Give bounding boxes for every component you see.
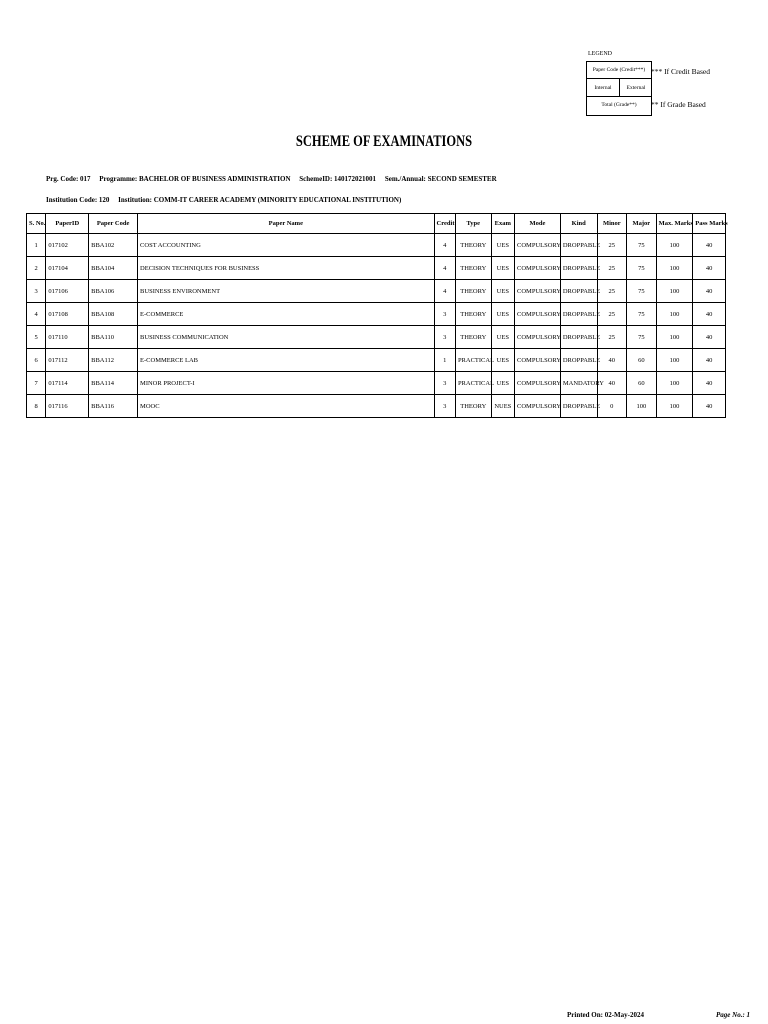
cell-minor: 0	[597, 395, 627, 418]
cell-paper-code: BBA106	[89, 280, 138, 303]
cell-paperid: 017110	[46, 326, 89, 349]
cell-mode: COMPULSORY	[515, 395, 561, 418]
institution-name: Institution: COMM-IT CAREER ACADEMY (MINORITY EDUCATIONAL INSTITUTION)	[118, 196, 402, 204]
cell-sno: 5	[27, 326, 46, 349]
cell-type: PRACTICAL	[455, 349, 491, 372]
cell-paper-code: BBA102	[89, 234, 138, 257]
legend-total: Total (Grade**)	[601, 102, 637, 108]
printed-on: Printed On: 02-May-2024	[567, 1011, 644, 1019]
cell-type: THEORY	[455, 326, 491, 349]
cell-mode: COMPULSORY	[515, 257, 561, 280]
cell-kind: MANDATORY	[560, 372, 597, 395]
scheme-table	[26, 213, 726, 418]
table-row	[27, 280, 726, 303]
table-header-row	[27, 214, 726, 234]
cell-exam: UES	[491, 303, 514, 326]
cell-credit: 3	[434, 303, 455, 326]
cell-exam: NUES	[491, 395, 514, 418]
cell-max-marks: 100	[656, 234, 693, 257]
cell-paper-name: MINOR PROJECT-I	[138, 372, 435, 395]
cell-kind: DROPPABLE	[560, 303, 597, 326]
cell-sno: 6	[27, 349, 46, 372]
cell-major: 75	[627, 326, 657, 349]
cell-max-marks: 100	[656, 372, 693, 395]
col-header-mode: Mode	[515, 214, 561, 234]
cell-credit: 4	[434, 257, 455, 280]
cell-major: 100	[627, 395, 657, 418]
prg-code: Prg. Code: 017	[46, 175, 91, 183]
cell-exam: UES	[491, 280, 514, 303]
col-header-kind: Kind	[560, 214, 597, 234]
cell-paperid: 017114	[46, 372, 89, 395]
cell-minor: 25	[597, 234, 627, 257]
table-row	[27, 395, 726, 418]
table-row	[27, 303, 726, 326]
cell-pass-marks: 40	[693, 395, 726, 418]
cell-exam: UES	[491, 257, 514, 280]
cell-paper-code: BBA114	[89, 372, 138, 395]
cell-paper-code: BBA108	[89, 303, 138, 326]
cell-max-marks: 100	[656, 349, 693, 372]
institution-code: Institution Code: 120	[46, 196, 110, 204]
programme-info	[46, 175, 504, 183]
cell-paper-name: MOOC	[138, 395, 435, 418]
cell-minor: 40	[597, 372, 627, 395]
cell-sno: 7	[27, 372, 46, 395]
cell-exam: UES	[491, 326, 514, 349]
cell-paperid: 017102	[46, 234, 89, 257]
cell-pass-marks: 40	[693, 257, 726, 280]
cell-paper-code: BBA116	[89, 395, 138, 418]
col-header-exam: Exam	[491, 214, 514, 234]
col-header-paper-code: Paper Code	[89, 214, 138, 234]
cell-credit: 3	[434, 372, 455, 395]
cell-kind: DROPPABLE	[560, 234, 597, 257]
legend-internal: Internal	[594, 85, 612, 91]
cell-kind: DROPPABLE	[560, 395, 597, 418]
cell-mode: COMPULSORY	[515, 303, 561, 326]
cell-type: THEORY	[455, 280, 491, 303]
cell-sno: 4	[27, 303, 46, 326]
cell-max-marks: 100	[656, 257, 693, 280]
cell-pass-marks: 40	[693, 349, 726, 372]
cell-type: PRACTICAL	[455, 372, 491, 395]
legend-box	[586, 61, 652, 116]
cell-minor: 40	[597, 349, 627, 372]
legend-title: LEGEND	[588, 51, 612, 57]
cell-sno: 8	[27, 395, 46, 418]
cell-type: THEORY	[455, 234, 491, 257]
cell-paper-name: DECISION TECHNIQUES FOR BUSINESS	[138, 257, 435, 280]
programme: Programme: BACHELOR OF BUSINESS ADMINISTRATION	[99, 175, 291, 183]
col-header-sno: S. No.	[27, 214, 46, 234]
cell-type: THEORY	[455, 303, 491, 326]
cell-pass-marks: 40	[693, 326, 726, 349]
cell-kind: DROPPABLE	[560, 257, 597, 280]
cell-paper-name: BUSINESS ENVIRONMENT	[138, 280, 435, 303]
cell-minor: 25	[597, 303, 627, 326]
cell-minor: 25	[597, 280, 627, 303]
cell-paper-code: BBA110	[89, 326, 138, 349]
cell-minor: 25	[597, 326, 627, 349]
cell-kind: DROPPABLE	[560, 349, 597, 372]
cell-pass-marks: 40	[693, 372, 726, 395]
col-header-credit: Credit	[434, 214, 455, 234]
institution-info	[46, 196, 408, 204]
cell-exam: UES	[491, 349, 514, 372]
cell-paper-code: BBA112	[89, 349, 138, 372]
cell-credit: 4	[434, 234, 455, 257]
col-header-paperid: PaperID	[46, 214, 89, 234]
semester: Sem./Annual: SECOND SEMESTER	[384, 175, 497, 183]
cell-paperid: 017116	[46, 395, 89, 418]
cell-sno: 3	[27, 280, 46, 303]
cell-pass-marks: 40	[693, 303, 726, 326]
cell-major: 75	[627, 257, 657, 280]
cell-major: 75	[627, 280, 657, 303]
page-title: SCHEME OF EXAMINATIONS	[295, 133, 473, 150]
cell-type: THEORY	[455, 257, 491, 280]
legend-note-grade: ** If Grade Based	[651, 100, 706, 109]
cell-exam: UES	[491, 372, 514, 395]
cell-mode: COMPULSORY	[515, 372, 561, 395]
cell-credit: 1	[434, 349, 455, 372]
table-row	[27, 349, 726, 372]
col-header-paper-name: Paper Name	[138, 214, 435, 234]
cell-paper-name: BUSINESS COMMUNICATION	[138, 326, 435, 349]
legend-note-credit: *** If Credit Based	[651, 67, 710, 76]
col-header-type: Type	[455, 214, 491, 234]
page-number: Page No.: 1	[716, 1011, 751, 1019]
table-row	[27, 234, 726, 257]
cell-paper-code: BBA104	[89, 257, 138, 280]
cell-kind: DROPPABLE	[560, 280, 597, 303]
cell-exam: UES	[491, 234, 514, 257]
col-header-max-marks: Max. Marks	[656, 214, 693, 234]
cell-mode: COMPULSORY	[515, 234, 561, 257]
cell-pass-marks: 40	[693, 234, 726, 257]
cell-kind: DROPPABLE	[560, 326, 597, 349]
cell-sno: 1	[27, 234, 46, 257]
cell-paper-name: E-COMMERCE	[138, 303, 435, 326]
cell-major: 60	[627, 349, 657, 372]
scheme-id: SchemeID: 140172021001	[299, 175, 377, 183]
cell-paperid: 017104	[46, 257, 89, 280]
cell-paperid: 017106	[46, 280, 89, 303]
col-header-minor: Minor	[597, 214, 627, 234]
cell-max-marks: 100	[656, 326, 693, 349]
table-row	[27, 372, 726, 395]
col-header-pass-marks: Pass Marks	[693, 214, 726, 234]
cell-mode: COMPULSORY	[515, 326, 561, 349]
cell-mode: COMPULSORY	[515, 280, 561, 303]
cell-max-marks: 100	[656, 303, 693, 326]
cell-minor: 25	[597, 257, 627, 280]
cell-credit: 3	[434, 326, 455, 349]
table-row	[27, 257, 726, 280]
cell-credit: 3	[434, 395, 455, 418]
legend-external: External	[626, 85, 646, 91]
cell-sno: 2	[27, 257, 46, 280]
cell-max-marks: 100	[656, 280, 693, 303]
cell-pass-marks: 40	[693, 280, 726, 303]
cell-paperid: 017108	[46, 303, 89, 326]
cell-mode: COMPULSORY	[515, 349, 561, 372]
cell-major: 75	[627, 234, 657, 257]
cell-max-marks: 100	[656, 395, 693, 418]
cell-type: THEORY	[455, 395, 491, 418]
cell-paperid: 017112	[46, 349, 89, 372]
cell-major: 75	[627, 303, 657, 326]
col-header-major: Major	[627, 214, 657, 234]
cell-major: 60	[627, 372, 657, 395]
cell-paper-name: E-COMMERCE LAB	[138, 349, 435, 372]
cell-paper-name: COST ACCOUNTING	[138, 234, 435, 257]
legend-paper-code: Paper Code (Credit***)	[592, 67, 646, 73]
table-row	[27, 326, 726, 349]
cell-credit: 4	[434, 280, 455, 303]
